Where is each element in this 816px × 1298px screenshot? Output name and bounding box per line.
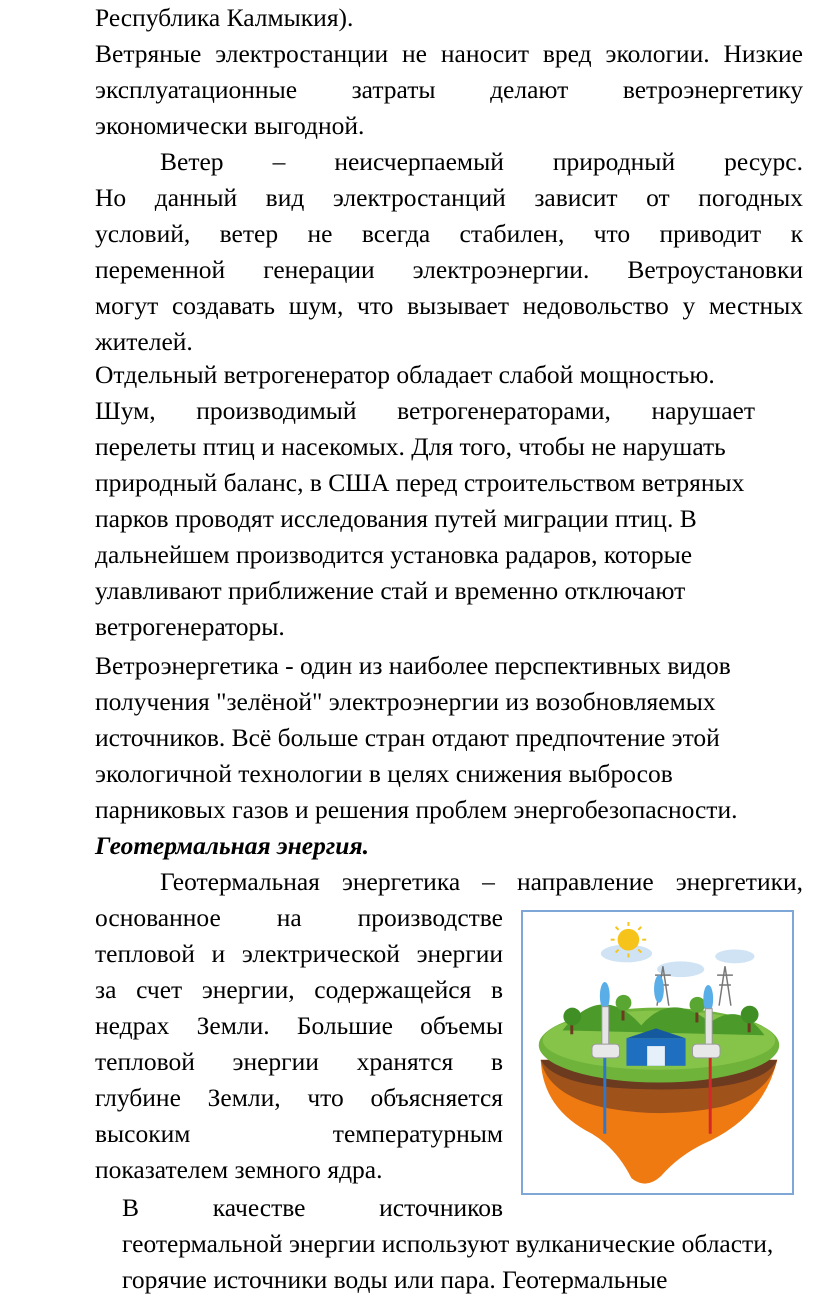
text-line: переменной генерации электроэнергии. Ветроустановки — [95, 255, 803, 284]
text-line: улавливают приближение стай и временно отключают — [95, 576, 686, 605]
text-line: природный баланс, в США перед строительством ветряных — [95, 468, 745, 497]
text-line: Ветер – неисчерпаемый природный ресурс. — [160, 147, 803, 176]
text-line: парков проводят исследования путей миграции птиц. В — [95, 504, 697, 533]
text-line: основанное на производстве — [95, 903, 503, 932]
text-line: экономически выгодной. — [95, 111, 365, 140]
text-line: геотермальной энергии используют вулканические области, — [122, 1229, 774, 1258]
text-line: ветрогенераторы. — [95, 612, 285, 641]
geothermal-illustration — [521, 910, 794, 1195]
text-line: Геотермальная энергетика – направление энергетики, — [160, 867, 803, 896]
text-line: В качестве источников — [122, 1193, 503, 1222]
text-line: Республика Калмыкия). — [95, 3, 354, 32]
text-line: Шум, производимый ветрогенераторами, нарушает — [95, 396, 755, 425]
cloud-icon — [715, 950, 754, 964]
text-line: источников. Всё больше стран отдают предпочтение этой — [95, 723, 720, 752]
text-line: тепловой энергии хранятся в — [95, 1047, 503, 1076]
text-line: эксплуатационные затраты делают ветроэнергетику — [95, 75, 803, 104]
text-line: жителей. — [95, 327, 193, 356]
text-line: горячие источники воды или пара. Геотермальные — [122, 1265, 668, 1294]
text-line: за счет энергии, содержащейся в — [95, 975, 503, 1004]
text-line: тепловой и электрической энергии — [95, 939, 503, 968]
text-line: недрах Земли. Большие объемы — [95, 1011, 503, 1040]
text-line: могут создавать шум, что вызывает недовольство у местных — [95, 291, 803, 320]
text-line: получения "зелёной" электроэнергии из возобновляемых — [95, 687, 716, 716]
text-line: перелеты птиц и насекомых. Для того, чтобы не нарушать — [95, 432, 726, 461]
text-line: Отдельный ветрогенератор обладает слабой мощностью. — [95, 360, 715, 389]
geothermal-plant-illustration — [523, 912, 792, 1193]
text-line: условий, ветер не всегда стабилен, что приводит к — [95, 219, 803, 248]
text-line: парниковых газов и решения проблем энергобезопасности. — [95, 795, 738, 824]
text-line: глубине Земли, что объясняется — [95, 1083, 503, 1112]
text-line: Но данный вид электростанций зависит от погодных — [95, 183, 803, 212]
section-heading: Геотермальная энергия. — [95, 831, 369, 860]
text-line: дальнейшем производится установка радаров, которые — [95, 540, 693, 569]
text-line: Ветряные электростанции не наносит вред экологии. Низкие — [95, 39, 803, 68]
text-line: показателем земного ядра. — [95, 1155, 383, 1184]
text-line: Ветроэнергетика - один из наиболее перспективных видов — [95, 651, 731, 680]
text-line: высоким температурным — [95, 1119, 503, 1148]
text-line: экологичной технологии в целях снижения выбросов — [95, 759, 673, 788]
